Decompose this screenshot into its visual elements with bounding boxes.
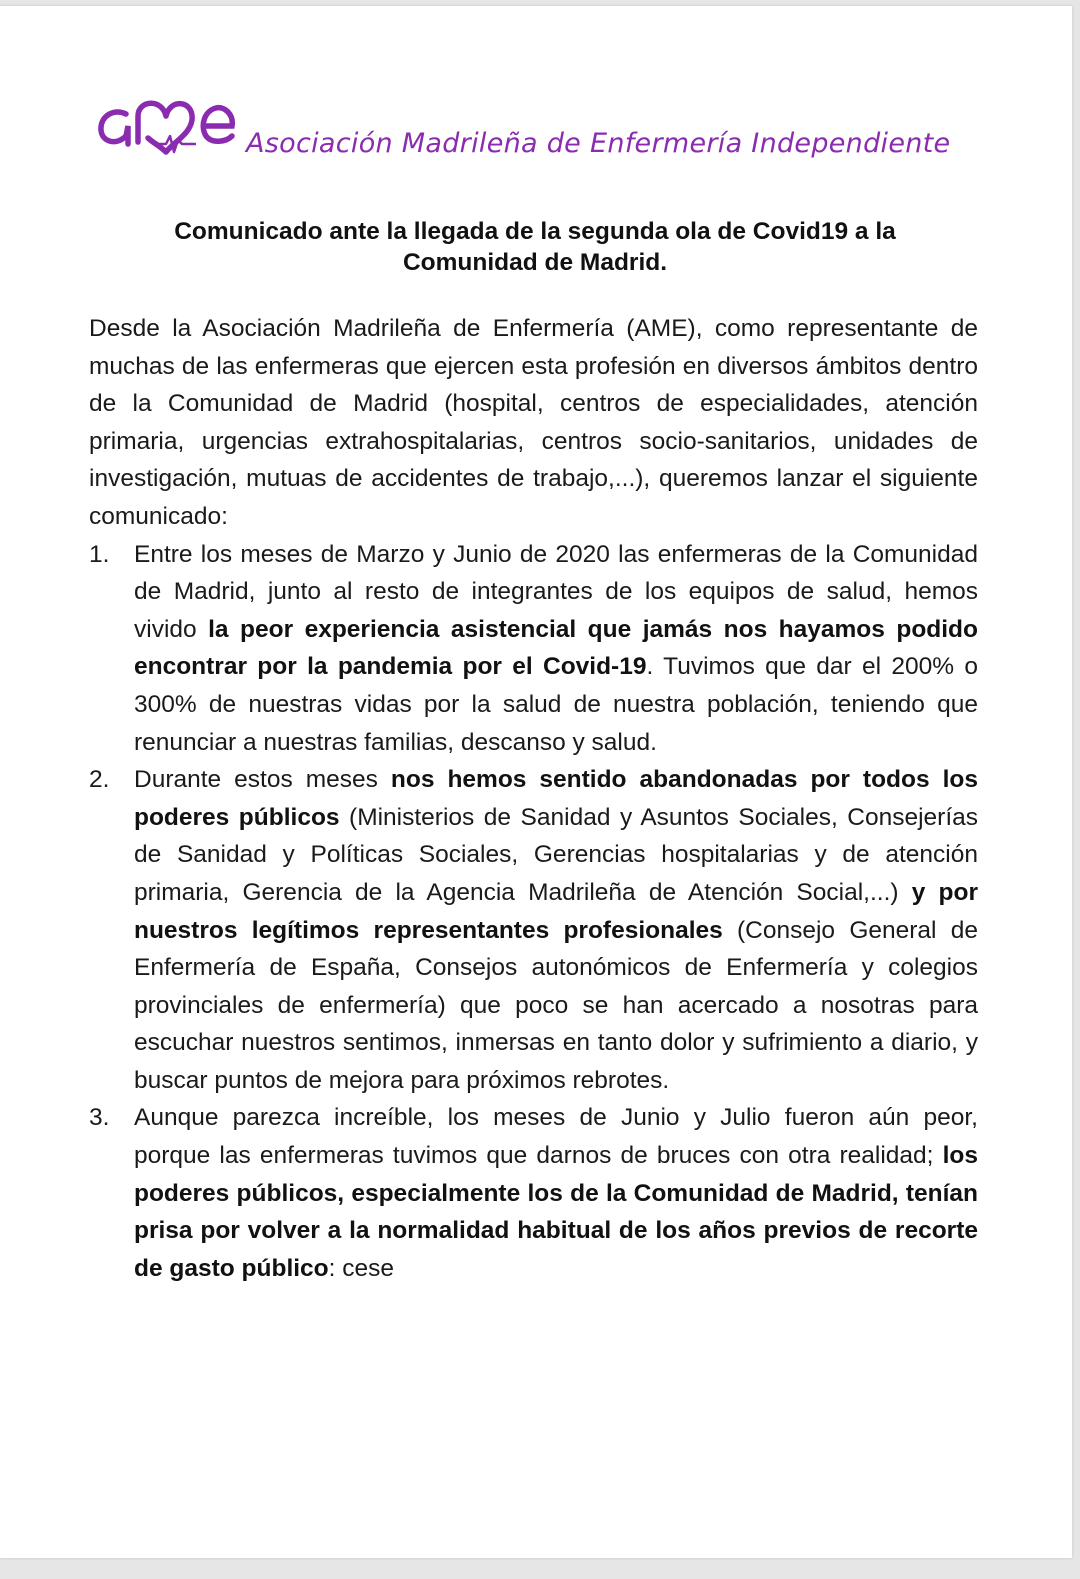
item-text: (Ministerios de Sanidad y Asuntos Sociales, Consejerías de Sanidad y Políticas Sociales, Gerencias hospitalarias y de atención primaria, Gerencia de la Agencia Madrileña de Atención Social,...) [134, 803, 979, 906]
ame-heart-logo-icon [96, 86, 246, 166]
item-bold-text: los poderes públicos, especialmente los de la Comunidad de Madrid, tenían prisa por volver a la normalidad habitual de los años previos de recorte de gasto público [134, 1142, 978, 1282]
document-title [90, 216, 980, 278]
list-number: 1. [89, 540, 110, 568]
list-item [89, 1099, 978, 1287]
numbered-list [89, 536, 978, 1288]
item-text: (Consejo General de Enfermería de España, Consejos autonómicos de Enfermería y colegios provinciales de enfermería) que poco se han acercado a nosotras para escuchar nuestros sentimos, inmersas en tanto dolor y sufrimiento a diario, y buscar puntos de mejora para próximos rebrotes. [134, 916, 978, 1094]
title-line-2: Comunidad de Madrid. [402, 249, 668, 276]
intro-paragraph: Desde la Asociación Madrileña de Enfermería (AME), como representante de muchas de las enfermeras que ejercen esta profesión en diversos ámbitos dentro de la Comunidad de Madrid (hospital, centros de especialidades, atención primaria, urgencias extrahospitalarias, centros socio-sanitarios, unidades de investigación, mutuas de accidentes de trabajo,...), queremos lanzar el siguiente comunicado: [89, 315, 978, 530]
document-page [0, 6, 1072, 1558]
item-bold-text: nos hemos sentido abandonadas por todos los poderes públicos [134, 766, 978, 831]
list-number: 3. [89, 1104, 110, 1132]
list-number: 2. [89, 766, 110, 794]
item-bold-text: y por nuestros legítimos representantes profesionales [134, 878, 978, 944]
item-bold-text: la peor experiencia asistencial que jamás nos hayamos podido encontrar por la pandemia por el Covid-19 [134, 615, 978, 681]
list-item [89, 761, 978, 1099]
association-logo [96, 86, 956, 176]
title-line-1: Comunicado ante la llegada de la segunda ola de Covid19 a la [174, 218, 896, 245]
document-body [89, 310, 978, 1287]
item-text: . Tuvimos que dar el 200% o 300% de nuestras vidas por la salud de nuestra población, teniendo que renunciar a nuestras familias, descanso y salud. [134, 653, 978, 756]
organization-name: Asociación Madrileña de Enfermería Independiente [246, 128, 951, 159]
item-text: Entre los meses de Marzo y Junio de 2020 las enfermeras de la Comunidad de Madrid, junto al resto de integrantes de los equipos de salud, hemos vivido [134, 540, 978, 643]
list-item [89, 536, 978, 762]
item-text: Aunque parezca increíble, los meses de Junio y Julio fueron aún peor, porque las enfermeras tuvimos que darnos de bruces con otra realidad; [134, 1104, 978, 1170]
item-text: : cese [328, 1254, 395, 1282]
item-text: Durante estos meses [134, 766, 391, 794]
